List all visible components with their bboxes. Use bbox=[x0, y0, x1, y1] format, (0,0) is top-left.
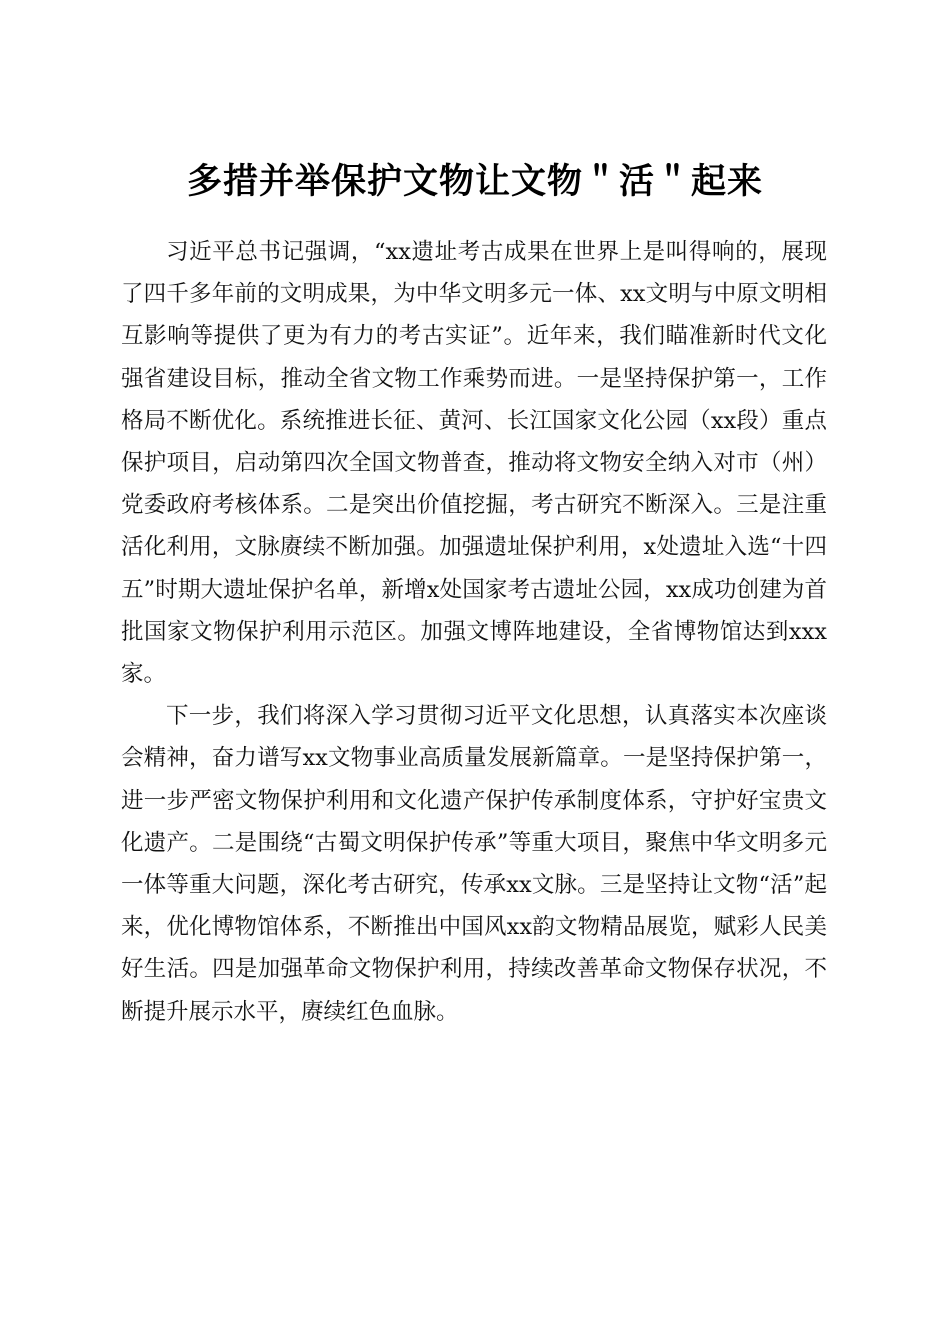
paragraph-1: 习近平总书记强调，“xx遗址考古成果在世界上是叫得响的，展现了四千多年前的文明成果，为中华文明多元一体、xx文明与中原文明相互影响等提供了更为有力的考古实证”。近年来，我们瞄准新时代文化强省建设目标，推动全省文物工作乘势而进。一是坚持保护第一，工作格局不断优化。系统推进长征、黄河、长江国家文化公园（xx段）重点保护项目，启动第四次全国文物普查，推动将文物安全纳入对市（州）党委政府考核体系。二是突出价值挖掘，考古研究不断深入。三是注重活化利用，文脉赓续不断加强。加强遗址保护利用，x处遗址入选“十四五”时期大遗址保护名单，新增x处国家考古遗址公园，xx成功创建为首批国家文物保护利用示范区。加强文博阵地建设，全省博物馆达到xxx家。 bbox=[121, 239, 827, 688]
document-title: 多措并举保护文物让文物＂活＂起来 bbox=[186, 161, 763, 203]
document-body bbox=[121, 231, 827, 1033]
paragraph-2: 下一步，我们将深入学习贯彻习近平文化思想，认真落实本次座谈会精神，奋力谱写xx文物事业高质量发展新篇章。一是坚持保护第一，进一步严密文物保护利用和文化遗产保护传承制度体系，守护好宝贵文化遗产。二是围绕“古蜀文明保护传承”等重大项目，聚焦中华文明多元一体等重大问题，深化考古研究，传承xx文脉。三是坚持让文物“活”起来，优化博物馆体系，不断推出中国风xx韵文物精品展览，赋彩人民美好生活。四是加强革命文物保护利用，持续改善革命文物保存状况，不断提升展示水平，赓续红色血脉。 bbox=[121, 703, 827, 1025]
